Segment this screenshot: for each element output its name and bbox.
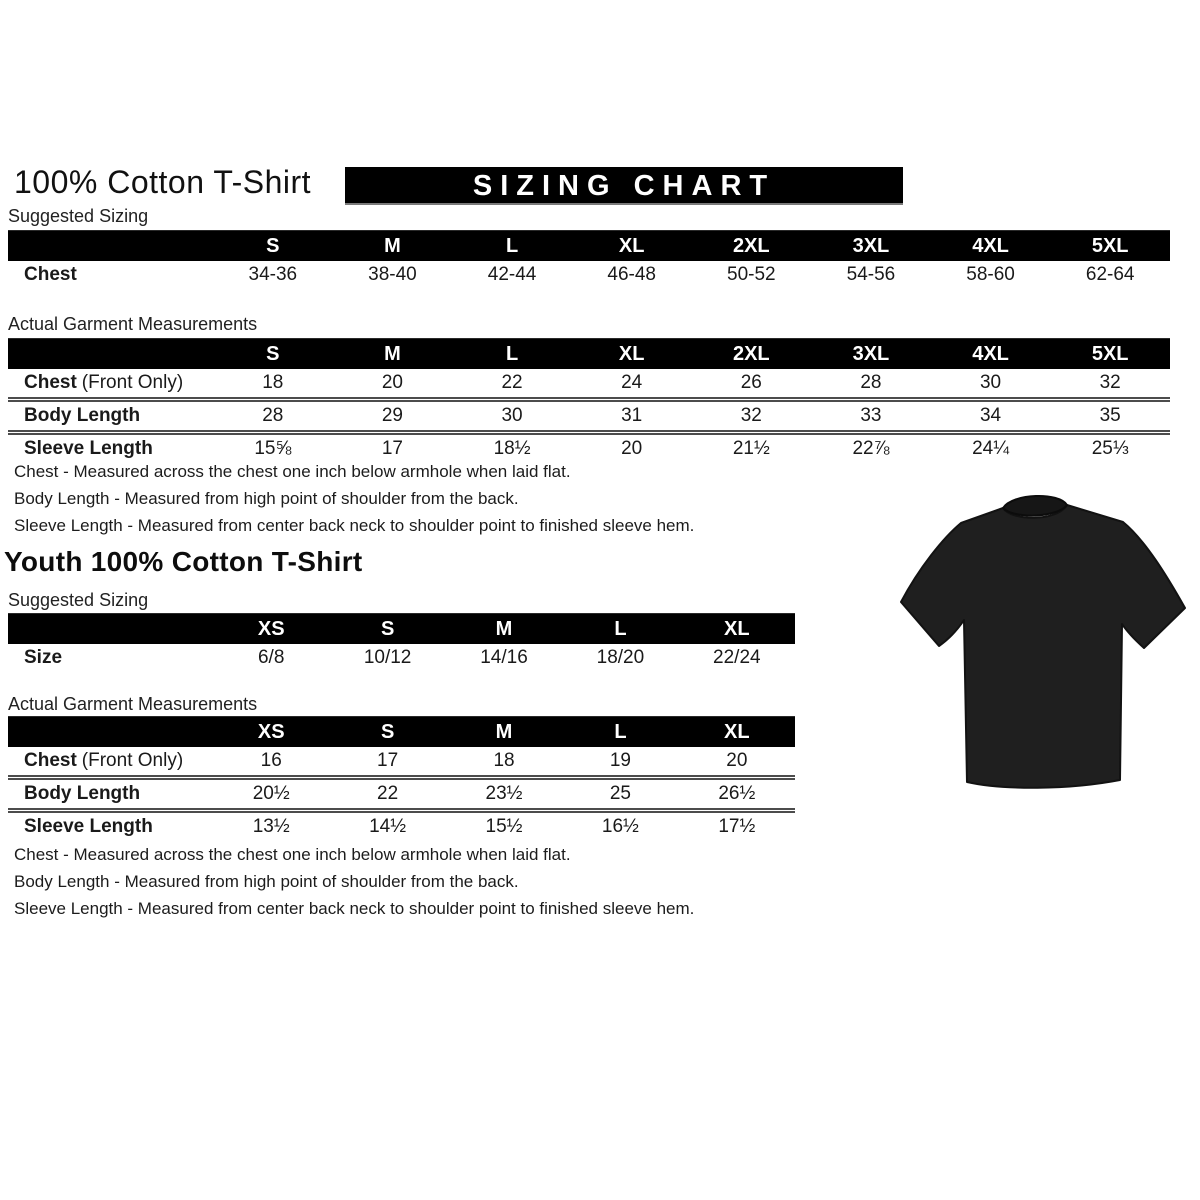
adult-measurements-table — [8, 338, 1170, 463]
cell: 26½ — [718, 783, 756, 804]
row-label-cell — [8, 780, 213, 808]
note-body-length: Body Length - Measured from high point of shoulder from the back. — [14, 872, 519, 891]
col-header: 3XL — [852, 343, 890, 365]
col-header: XS — [257, 721, 285, 743]
cell: 17½ — [718, 816, 756, 837]
col-header: M — [384, 343, 401, 365]
table-header-row — [8, 230, 1170, 261]
youth-suggested-sizing-label: Suggested Sizing — [8, 590, 149, 610]
cell: 28 — [860, 372, 882, 393]
cell: 21½ — [732, 438, 770, 459]
page-title: 100% Cotton T-Shirt — [14, 164, 312, 200]
adult-measurement-notes — [14, 458, 694, 539]
col-header: 5XL — [1091, 343, 1129, 365]
cell: 16½ — [601, 816, 639, 837]
col-header: 5XL — [1091, 235, 1129, 257]
table-row — [8, 747, 795, 780]
col-header: 3XL — [852, 235, 890, 257]
cell: 15½ — [485, 816, 523, 837]
col-header: 2XL — [732, 343, 770, 365]
cell: 13½ — [252, 816, 290, 837]
table-row — [8, 813, 795, 841]
sizing-chart-banner — [345, 167, 903, 205]
table-row — [8, 780, 795, 813]
row-label: Size — [24, 647, 63, 668]
cell: 42-44 — [487, 264, 537, 285]
cell: 46-48 — [607, 264, 656, 285]
row-label-suffix: (Front Only) — [81, 750, 184, 771]
table-header-row — [8, 613, 795, 644]
cell: 17 — [377, 750, 399, 771]
row-label: Sleeve Length — [24, 438, 153, 459]
row-label-cell — [8, 369, 213, 397]
cell: 20 — [381, 372, 403, 393]
cell: 62-64 — [1085, 264, 1135, 285]
col-header: L — [614, 618, 627, 640]
row-label: Body Length — [24, 405, 141, 426]
col-header: XL — [724, 721, 750, 743]
cell: 22/24 — [713, 647, 761, 668]
col-header: S — [380, 721, 395, 743]
header-spacer-cell — [8, 717, 213, 747]
col-header: L — [505, 235, 519, 257]
youth-measurements-label: Actual Garment Measurements — [8, 694, 258, 714]
cell: 23½ — [485, 783, 523, 804]
col-header: L — [505, 343, 519, 365]
black-tshirt-image — [892, 478, 1194, 808]
youth-measurements-table — [8, 716, 795, 841]
cell: 15⅝ — [254, 438, 292, 459]
table-row — [8, 402, 1170, 435]
note-sleeve-length: Sleeve Length - Measured from center back neck to shoulder point to finished sleeve hem. — [14, 899, 695, 918]
col-header: 4XL — [972, 343, 1009, 365]
cell: 25 — [609, 783, 631, 804]
cell: 50-52 — [727, 264, 776, 285]
row-label: Chest — [24, 372, 77, 393]
col-header: M — [495, 721, 513, 743]
header-spacer-cell — [8, 614, 213, 644]
cell: 16 — [260, 750, 282, 771]
table-row — [8, 261, 1170, 289]
cell: 26 — [740, 372, 762, 393]
row-label-cell — [8, 813, 213, 841]
cell: 24¼ — [972, 438, 1010, 459]
table-row — [8, 369, 1170, 402]
cell: 22⅞ — [852, 438, 890, 459]
cell: 35 — [1099, 405, 1121, 426]
note-chest: Chest - Measured across the chest one inch below armhole when laid flat. — [14, 845, 571, 864]
table-header-row — [8, 338, 1170, 369]
cell: 22 — [377, 783, 399, 804]
adult-suggested-sizing-table — [8, 230, 1170, 289]
cell: 18 — [262, 372, 284, 393]
col-header: S — [266, 343, 280, 365]
cell: 33 — [860, 405, 882, 426]
cell: 6/8 — [257, 647, 285, 668]
cell: 38-40 — [368, 264, 417, 285]
note-sleeve-length: Sleeve Length - Measured from center back neck to shoulder point to finished sleeve hem. — [14, 516, 695, 535]
col-header: 4XL — [972, 235, 1009, 257]
cell: 19 — [609, 750, 631, 771]
cell: 10/12 — [363, 647, 412, 668]
cell: 58-60 — [966, 264, 1015, 285]
row-label: Chest — [24, 750, 77, 771]
cell: 34 — [979, 405, 1002, 426]
note-body-length: Body Length - Measured from high point of shoulder from the back. — [14, 489, 519, 508]
cell: 29 — [381, 405, 403, 426]
banner-text: SIZING CHART — [472, 170, 776, 202]
youth-section-title: Youth 100% Cotton T-Shirt — [4, 546, 363, 577]
cell: 18½ — [493, 438, 531, 459]
row-label: Sleeve Length — [24, 816, 153, 837]
col-header: XS — [257, 618, 285, 640]
cell: 14½ — [369, 816, 407, 837]
adult-suggested-sizing-label: Suggested Sizing — [8, 206, 149, 226]
cell: 32 — [740, 405, 762, 426]
col-header: M — [495, 618, 513, 640]
adult-measurements-label: Actual Garment Measurements — [8, 314, 258, 334]
col-header: 2XL — [732, 235, 770, 257]
row-label-cell — [8, 402, 213, 430]
row-label: Body Length — [24, 783, 141, 804]
cell: 34-36 — [248, 264, 298, 285]
table-row — [8, 644, 795, 672]
header-spacer-cell — [8, 339, 213, 369]
cell: 30 — [501, 405, 523, 426]
tshirt-body-shape — [901, 505, 1185, 788]
col-header: S — [380, 618, 395, 640]
cell: 18/20 — [596, 647, 645, 668]
col-header: XL — [618, 343, 645, 365]
row-label-cell — [8, 644, 213, 672]
cell: 32 — [1099, 372, 1121, 393]
cell: 14/16 — [480, 647, 528, 668]
row-label-cell — [8, 747, 213, 775]
col-header: S — [266, 235, 280, 257]
col-header: M — [384, 235, 401, 257]
cell: 28 — [262, 405, 284, 426]
cell: 24 — [621, 372, 643, 393]
cell: 20 — [621, 438, 643, 459]
cell: 18 — [493, 750, 515, 771]
cell: 20½ — [252, 783, 290, 804]
row-label-cell — [8, 261, 213, 289]
youth-suggested-sizing-table — [8, 613, 795, 672]
table-header-row — [8, 716, 795, 747]
cell: 31 — [621, 405, 643, 426]
cell: 20 — [726, 750, 748, 771]
cell: 17 — [381, 438, 403, 459]
col-header: XL — [724, 618, 750, 640]
cell: 54-56 — [846, 264, 896, 285]
header-spacer-cell — [8, 231, 213, 261]
row-label: Chest — [24, 264, 77, 285]
col-header: L — [614, 721, 627, 743]
cell: 30 — [979, 372, 1002, 393]
youth-measurement-notes — [14, 841, 694, 922]
col-header: XL — [618, 235, 645, 257]
row-label-suffix: (Front Only) — [81, 372, 184, 393]
cell: 25⅓ — [1091, 438, 1129, 459]
note-chest: Chest - Measured across the chest one inch below armhole when laid flat. — [14, 462, 571, 481]
cell: 22 — [501, 372, 523, 393]
